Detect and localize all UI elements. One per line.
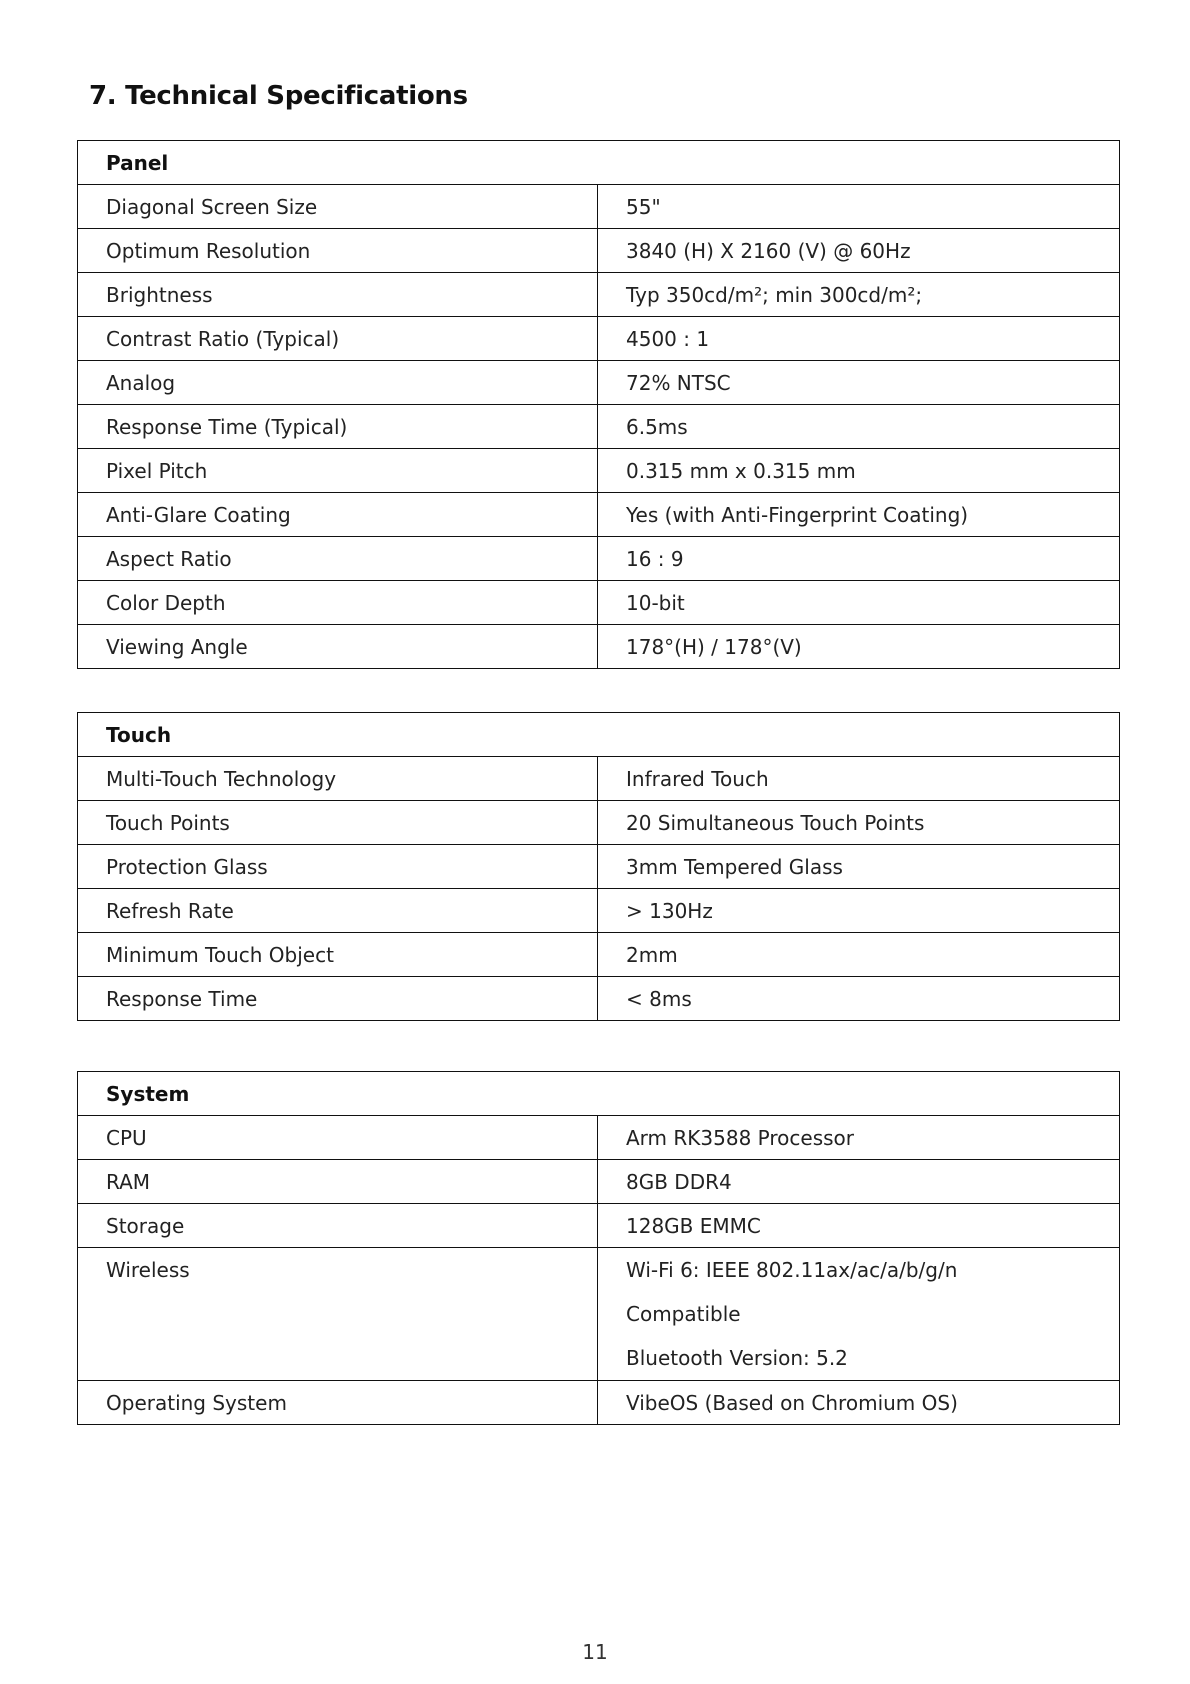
table-header-row <box>78 713 1120 757</box>
table-row <box>78 537 1120 581</box>
system-spec-table <box>77 1071 1120 1425</box>
table-row <box>78 229 1120 273</box>
spec-value-line: Wi-Fi 6: IEEE 802.11ax/ac/a/b/g/n <box>626 1258 958 1282</box>
spec-value <box>598 1248 1120 1381</box>
table-row <box>78 889 1120 933</box>
spec-value: VibeOS (Based on Chromium OS) <box>598 1381 1120 1425</box>
table-row <box>78 625 1120 669</box>
table-row <box>78 449 1120 493</box>
spec-label: Contrast Ratio (Typical) <box>78 317 598 361</box>
spec-value: 2mm <box>598 933 1120 977</box>
table-row <box>78 933 1120 977</box>
spec-value: 3mm Tempered Glass <box>598 845 1120 889</box>
spec-value: Yes (with Anti-Fingerprint Coating) <box>598 493 1120 537</box>
spec-label: Refresh Rate <box>78 889 598 933</box>
table-row <box>78 801 1120 845</box>
table-row <box>78 977 1120 1021</box>
spec-label: CPU <box>78 1116 598 1160</box>
spec-value: > 130Hz <box>598 889 1120 933</box>
spec-label: Color Depth <box>78 581 598 625</box>
spec-value: 128GB EMMC <box>598 1204 1120 1248</box>
spec-value: 8GB DDR4 <box>598 1160 1120 1204</box>
section-title-panel: Panel <box>78 141 1120 185</box>
spec-value: 16 : 9 <box>598 537 1120 581</box>
touch-spec-table <box>77 712 1120 1021</box>
spec-label: Pixel Pitch <box>78 449 598 493</box>
table-row <box>78 1381 1120 1425</box>
spec-label: Response Time (Typical) <box>78 405 598 449</box>
table-row <box>78 185 1120 229</box>
spec-value: Arm RK3588 Processor <box>598 1116 1120 1160</box>
table-row <box>78 1116 1120 1160</box>
spec-label: Touch Points <box>78 801 598 845</box>
spec-value: 10-bit <box>598 581 1120 625</box>
spec-label: Viewing Angle <box>78 625 598 669</box>
spec-label: Storage <box>78 1204 598 1248</box>
table-row <box>78 1248 1120 1381</box>
spec-value: 55" <box>598 185 1120 229</box>
spec-label: Response Time <box>78 977 598 1021</box>
section-title-touch: Touch <box>78 713 1120 757</box>
table-row <box>78 493 1120 537</box>
table-row <box>78 757 1120 801</box>
spec-label: Anti-Glare Coating <box>78 493 598 537</box>
spec-value: 72% NTSC <box>598 361 1120 405</box>
spec-value: Typ 350cd/m²; min 300cd/m²; <box>598 273 1120 317</box>
spec-value: 6.5ms <box>598 405 1120 449</box>
spec-label: Brightness <box>78 273 598 317</box>
spec-label: Minimum Touch Object <box>78 933 598 977</box>
spec-label-text: Wireless <box>106 1258 190 1282</box>
spec-value: Infrared Touch <box>598 757 1120 801</box>
table-row <box>78 405 1120 449</box>
spec-value: 4500 : 1 <box>598 317 1120 361</box>
spec-label: Protection Glass <box>78 845 598 889</box>
spec-value: 3840 (H) X 2160 (V) @ 60Hz <box>598 229 1120 273</box>
spec-value-line: Compatible <box>626 1302 741 1326</box>
spec-value-line: Bluetooth Version: 5.2 <box>626 1346 848 1370</box>
table-row <box>78 581 1120 625</box>
table-row <box>78 317 1120 361</box>
spec-value: < 8ms <box>598 977 1120 1021</box>
spec-label: Analog <box>78 361 598 405</box>
spec-label <box>78 1248 598 1381</box>
spec-label: Diagonal Screen Size <box>78 185 598 229</box>
spec-label: Optimum Resolution <box>78 229 598 273</box>
table-header-row <box>78 1072 1120 1116</box>
spec-label: Multi-Touch Technology <box>78 757 598 801</box>
table-row <box>78 361 1120 405</box>
page-number: 11 <box>582 1640 608 1664</box>
panel-spec-table <box>77 140 1120 669</box>
spec-label: RAM <box>78 1160 598 1204</box>
spec-label: Aspect Ratio <box>78 537 598 581</box>
table-row <box>78 1160 1120 1204</box>
table-header-row <box>78 141 1120 185</box>
spec-label: Operating System <box>78 1381 598 1425</box>
page-title: 7. Technical Specifications <box>89 81 468 111</box>
spec-value: 0.315 mm x 0.315 mm <box>598 449 1120 493</box>
section-title-system: System <box>78 1072 1120 1116</box>
table-row <box>78 845 1120 889</box>
spec-value: 178°(H) / 178°(V) <box>598 625 1120 669</box>
table-row <box>78 1204 1120 1248</box>
table-row <box>78 273 1120 317</box>
spec-value: 20 Simultaneous Touch Points <box>598 801 1120 845</box>
